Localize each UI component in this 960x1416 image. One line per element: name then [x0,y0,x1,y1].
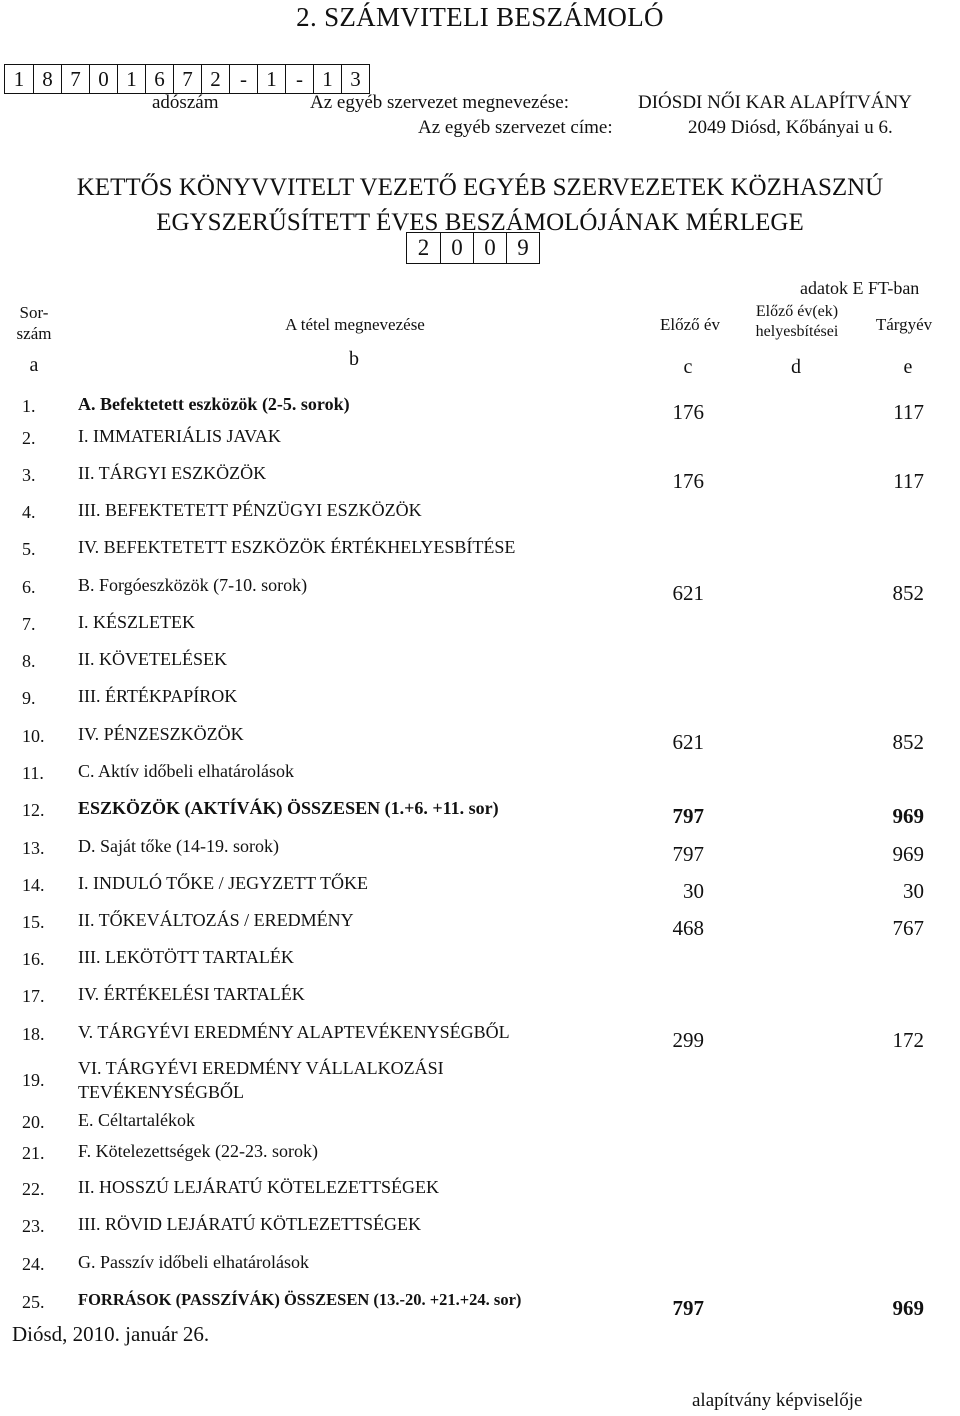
year-box [406,232,540,264]
row-curr-value: 117 [893,469,924,493]
row-label [78,684,237,708]
tax-digit: 7 [61,65,89,93]
row-label-line: D. Saját tőke (14-19. sorok) [78,836,279,856]
row-number: 23. [22,1216,45,1236]
org-name: DIÓSDI NŐI KAR ALAPÍTVÁNY [638,92,912,113]
row-label [78,834,279,858]
tax-digit: 3 [341,65,369,93]
row-label-line: III. LEKÖTÖTT TARTALÉK [78,947,294,967]
row-label-line: F. Kötelezettségek (22-23. sorok) [78,1141,318,1161]
row-number: 22. [22,1179,45,1199]
row-number: 25. [22,1292,45,1312]
tax-digit: - [285,65,313,93]
row-label-line: FORRÁSOK (PASSZÍVÁK) ÖSSZESEN (13.-20. +21.+24. sor) [78,1290,522,1309]
row-number: 9. [22,688,36,708]
tax-digit: 8 [33,65,61,93]
row-number: 4. [22,502,36,522]
row-label [78,759,294,783]
row-number: 15. [22,912,45,932]
row-label [78,1175,439,1199]
row-label-line: IV. ÉRTÉKELÉSI TARTALÉK [78,984,305,1004]
row-label [78,1139,318,1163]
row-label-line: IV. PÉNZESZKÖZÖK [78,724,244,744]
col-letter-d: d [791,356,801,378]
year-digit: 2 [417,235,430,260]
row-prev-value: 468 [672,916,704,940]
row-label [78,535,515,559]
row-number: 16. [22,949,45,969]
col-header-adjustments: Előző év(ek) helyesbítései [755,303,839,340]
row-number: 18. [22,1024,45,1044]
row-curr-value: 969 [892,842,924,866]
row-label [78,1288,521,1312]
row-label-line: III. ÉRTÉKPAPÍROK [78,686,238,706]
row-number: 14. [22,875,45,895]
row-label [78,498,422,522]
row-number: 13. [22,838,45,858]
row-prev-value: 30 [683,879,704,903]
col-header-prev: Előző év [660,315,720,334]
row-label [78,722,244,746]
col-header-sorszam: Sor- szám [16,303,52,343]
row-label-line: II. KÖVETELÉSEK [78,649,227,669]
row-prev-value: 797 [672,842,704,866]
tax-number-label: adószám [152,92,219,113]
row-label-line: I. IMMATERIÁLIS JAVAK [78,426,281,446]
row-label [78,610,195,634]
row-curr-value: 117 [893,400,924,424]
row-label [78,1020,510,1044]
row-number: 10. [22,726,45,746]
row-number: 2. [22,428,36,448]
row-label-line: E. Céltartalékok [78,1110,195,1130]
row-label [78,796,499,820]
row-curr-value: 852 [892,730,924,754]
row-number: 3. [22,465,36,485]
row-label [78,573,307,597]
org-name-label: Az egyéb szervezet megnevezése: [310,92,569,113]
col-letter-b: b [349,348,359,370]
row-number: 1. [22,396,36,416]
tax-digit: 1 [117,65,145,93]
row-curr-value: 852 [892,581,924,605]
heading-line-2: EGYSZERŰSÍTETT ÉVES BESZÁMOLÓJÁNAK MÉRLEGE [156,209,804,236]
tax-digit: 2 [201,65,229,93]
row-curr-value: 172 [892,1028,924,1052]
row-label-line: ESZKÖZÖK (AKTÍVÁK) ÖSSZESEN (1.+6. +11. sor) [78,798,499,818]
row-number: 7. [22,614,36,634]
row-number: 19. [22,1070,45,1090]
row-prev-value: 176 [672,469,704,493]
row-curr-value: 767 [892,916,924,940]
tax-digit: 6 [145,65,173,93]
balance-heading [0,170,960,240]
footer-signature: alapítvány képviselője [692,1390,863,1411]
row-number: 11. [22,763,44,783]
row-number: 21. [22,1143,45,1163]
row-label [78,1056,444,1104]
row-number: 24. [22,1254,45,1274]
col-letter-c: c [683,356,693,378]
row-label [78,1250,309,1274]
row-label [78,1212,421,1236]
tax-digit: 7 [173,65,201,93]
row-label-line: I. INDULÓ TŐKE / JEGYZETT TŐKE [78,873,368,893]
row-label-line: B. Forgóeszközök (7-10. sorok) [78,575,308,595]
row-label [78,908,354,932]
org-address-label: Az egyéb szervezet címe: [418,117,613,138]
row-label [78,982,305,1006]
footer-place-date: Diósd, 2010. január 26. [12,1322,210,1346]
row-label-line: V. TÁRGYÉVI EREDMÉNY ALAPTEVÉKENYSÉGBŐL [78,1022,510,1042]
row-label-line: II. TŐKEVÁLTOZÁS / EREDMÉNY [78,910,354,930]
col-header-name: A tétel megnevezése [285,315,425,334]
row-label-line: G. Passzív időbeli elhatárolások [78,1252,309,1272]
row-label [78,392,350,416]
row-label-line: III. RÖVID LEJÁRATÚ KÖTLEZETTSÉGEK [78,1214,421,1234]
row-label-line: TEVÉKENYSÉGBŐL [78,1082,244,1102]
row-prev-value: 797 [672,804,704,828]
row-curr-value: 30 [903,879,924,903]
row-label-line: I. KÉSZLETEK [78,612,195,632]
col-letter-e: e [903,356,913,378]
unit-note: adatok E FT-ban [800,278,920,298]
row-number: 17. [22,986,45,1006]
row-prev-value: 621 [672,581,704,605]
row-number: 5. [22,539,36,559]
row-label-line: III. BEFEKTETETT PÉNZÜGYI ESZKÖZÖK [78,500,422,520]
tax-digit: - [229,65,257,93]
row-label-line: II. TÁRGYI ESZKÖZÖK [78,463,267,483]
tax-digit: 0 [89,65,117,93]
row-label [78,461,266,485]
row-number: 12. [22,800,45,820]
row-prev-value: 176 [672,400,704,424]
org-address: 2049 Diósd, Kőbányai u 6. [688,117,893,138]
year-digit: 0 [473,233,506,263]
row-label-line: IV. BEFEKTETETT ESZKÖZÖK ÉRTÉKHELYESBÍTÉSE [78,537,516,557]
row-label-line: A. Befektetett eszközök (2-5. sorok) [78,394,350,414]
row-prev-value: 621 [672,730,704,754]
row-number: 6. [22,577,36,597]
row-curr-value: 969 [892,804,924,828]
row-curr-value: 969 [892,1296,924,1320]
page-title: 2. SZÁMVITELI BESZÁMOLÓ [296,2,664,32]
row-prev-value: 797 [672,1296,704,1320]
col-header-curr: Tárgyév [875,315,933,334]
year-digit: 0 [440,233,473,263]
row-prev-value: 299 [672,1028,704,1052]
row-label-line: C. Aktív időbeli elhatárolások [78,761,294,781]
row-label [78,1108,195,1132]
row-label [78,647,227,671]
heading-line-1: KETTŐS KÖNYVVITELT VEZETŐ EGYÉB SZERVEZETEK KÖZHASZNÚ [76,174,884,201]
tax-digit: 1 [313,65,341,93]
tax-digit: 1 [257,65,285,93]
row-label-line: VI. TÁRGYÉVI EREDMÉNY VÁLLALKOZÁSI [78,1058,444,1078]
row-label [78,871,368,895]
tax-digit: 1 [13,67,25,91]
row-label [78,424,281,448]
year-digit: 9 [506,233,539,263]
row-label [78,945,294,969]
col-letter-a: a [29,354,39,376]
tax-number-box [4,64,370,94]
row-number: 20. [22,1112,45,1132]
row-number: 8. [22,651,36,671]
row-label-line: II. HOSSZÚ LEJÁRATÚ KÖTELEZETTSÉGEK [78,1177,439,1197]
